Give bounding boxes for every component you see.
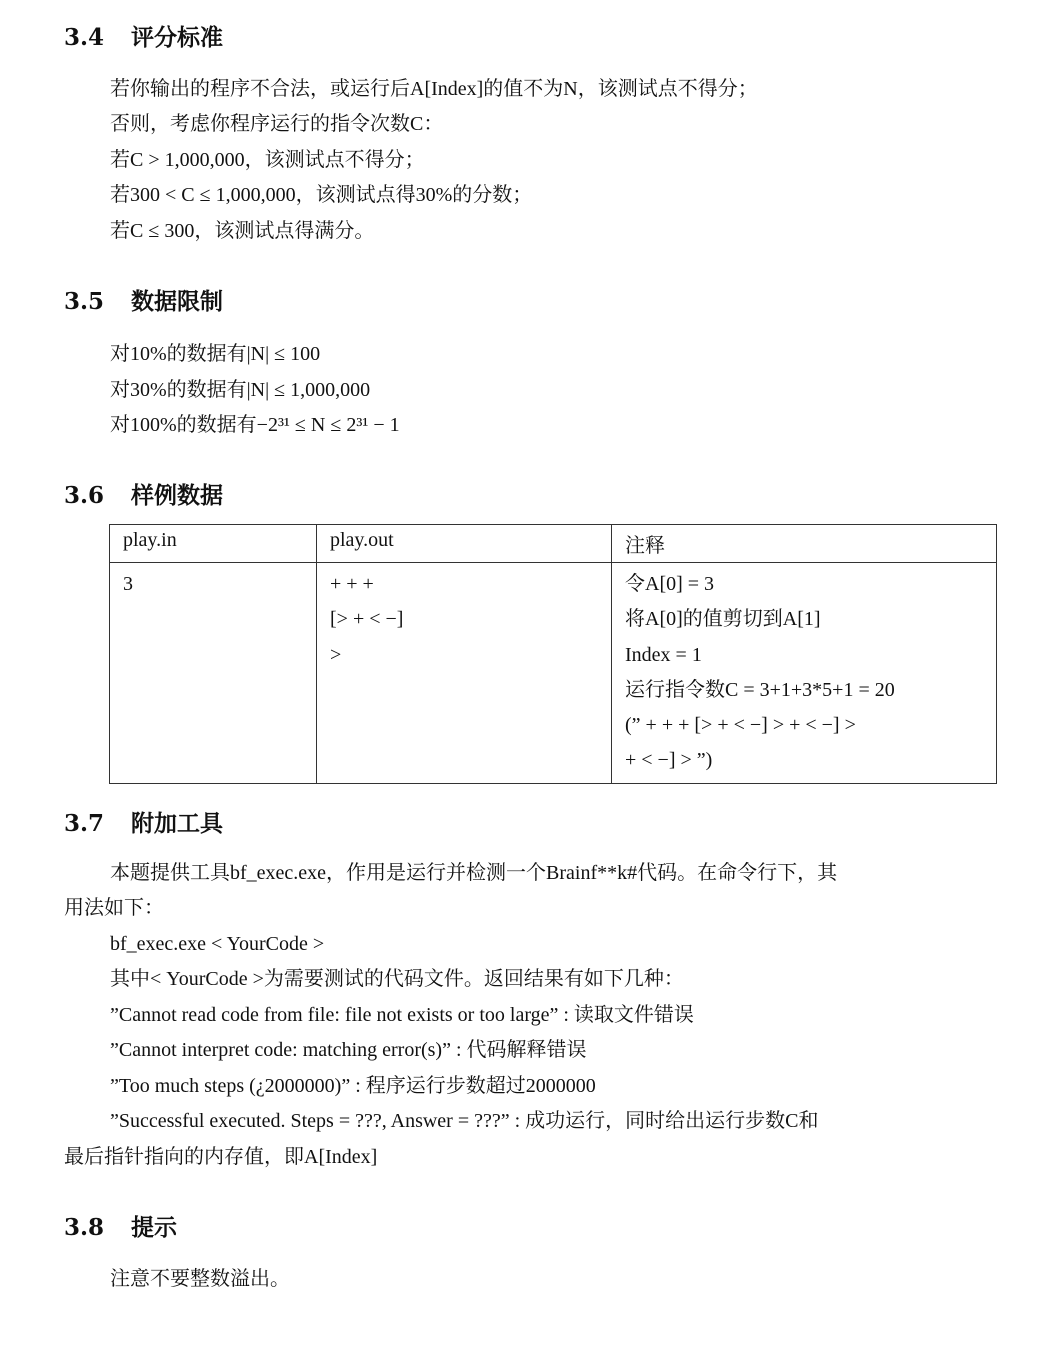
cell-line: (” + + + [> + < −] > + < −] > [625, 714, 856, 737]
cell-line: + + + [330, 573, 374, 595]
cell-line: 令A[0] = 3 [625, 573, 715, 595]
table-header: play.in [110, 525, 317, 563]
section-heading-3-4 [64, 24, 223, 52]
paragraph-line: 注意不要整数溢出。 [110, 1268, 290, 1290]
paragraph-line: 对10%的数据有|N| ≤ 100 [110, 343, 321, 365]
result-line: ”Cannot interpret code: matching error(s)” : 代码解释错误 [110, 1039, 587, 1061]
paragraph-line: 否则，考虑你程序运行的指令次数C： [110, 113, 444, 135]
cell-line: Index = 1 [625, 643, 702, 666]
table-cell-output [317, 563, 612, 784]
section-number: 3.4 [64, 24, 105, 51]
result-line: ”Too much steps (¿2000000)” : 程序运行步数超过2000000 [110, 1075, 596, 1097]
section-number: 3.8 [64, 1214, 105, 1241]
result-line: ”Successful executed. Steps = ???, Answer = ???” : 成功运行，同时给出运行步数C和 [110, 1110, 819, 1132]
table-header: play.out [317, 525, 612, 563]
cell-line: > [330, 643, 342, 666]
section-title: 样例数据 [131, 483, 223, 509]
sample-data-table [109, 524, 997, 784]
paragraph-line: 若你输出的程序不合法，或运行后A[Index]的值不为N，该测试点不得分； [110, 78, 758, 100]
paragraph-line: 若C > 1,000,000，该测试点不得分； [110, 149, 425, 171]
table-row [110, 563, 997, 784]
section-title: 数据限制 [131, 289, 223, 315]
cell-line: 运行指令数C = 3+1+3*5+1 = 20 [625, 678, 895, 701]
result-line: ”Cannot read code from file: file not exists or too large” : 读取文件错误 [110, 1004, 694, 1026]
paragraph-line: 若300 < C ≤ 1,000,000，该测试点得30%的分数； [110, 184, 533, 206]
paragraph-line: 其中< YourCode >为需要测试的代码文件。返回结果有如下几种： [110, 968, 684, 990]
section-title: 提示 [131, 1215, 177, 1241]
table-cell-note [612, 563, 997, 784]
table-header-row [110, 525, 997, 563]
section-heading-3-8 [64, 1214, 177, 1242]
section-number: 3.7 [64, 810, 105, 837]
table-header: 注释 [612, 525, 997, 563]
section-heading-3-5 [64, 288, 223, 316]
paragraph-line: 本题提供工具bf_exec.exe，作用是运行并检测一个Brainf**k#代码。在命令行下，其 [110, 862, 838, 884]
usage-line: bf_exec.exe < YourCode > [110, 933, 325, 955]
cell-line: 将A[0]的值剪切到A[1] [625, 608, 821, 631]
paragraph-line: 最后指针指向的内存值，即A[Index] [64, 1146, 378, 1168]
cell-line: + < −] > ”) [625, 749, 713, 772]
paragraph-line: 若C ≤ 300，该测试点得满分。 [110, 220, 375, 242]
table-cell-input [110, 563, 317, 784]
paragraph-line: 用法如下： [64, 897, 164, 919]
section-number: 3.5 [64, 288, 105, 315]
section-heading-3-6 [64, 482, 223, 510]
section-heading-3-7 [64, 810, 223, 838]
paragraph-line: 对30%的数据有|N| ≤ 1,000,000 [110, 379, 371, 401]
cell-line: [> + < −] [330, 608, 404, 631]
section-title: 评分标准 [131, 25, 223, 51]
section-number: 3.6 [64, 482, 105, 509]
cell-line: 3 [123, 573, 133, 595]
section-title: 附加工具 [131, 811, 223, 837]
paragraph-line: 对100%的数据有−2³¹ ≤ N ≤ 2³¹ − 1 [110, 414, 400, 436]
